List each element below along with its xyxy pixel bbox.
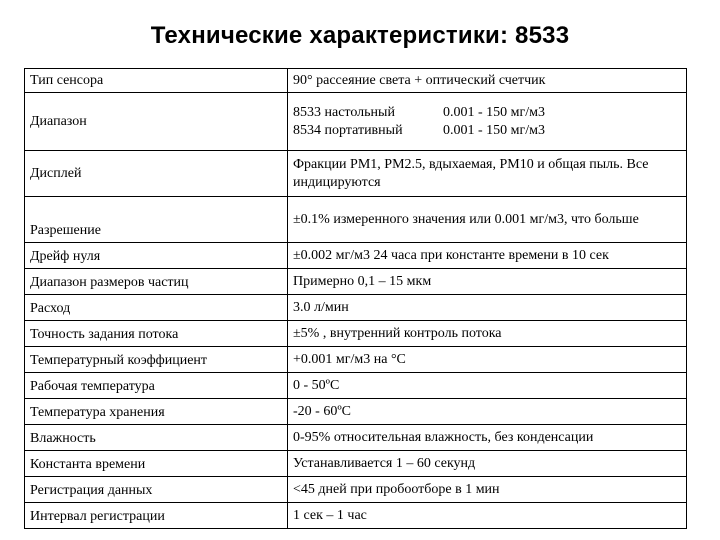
time-constant-label: Константа времени	[25, 451, 288, 477]
specifications-table	[24, 68, 687, 529]
page-title: Технические характеристики: 8533	[150, 22, 570, 49]
logging-interval-label: Интервал регистрации	[25, 503, 288, 529]
range-span: 0.001 - 150 мг/м3	[443, 122, 546, 138]
table-row	[25, 69, 687, 93]
zero-drift-label: Дрейф нуля	[25, 243, 288, 269]
range-model: 8534 портативный	[293, 122, 403, 138]
sensor-type-value: 90° рассеяние света + оптический счетчик	[288, 69, 687, 93]
operating-temp-label: Рабочая температура	[25, 373, 288, 399]
table-row	[25, 477, 687, 503]
operating-temp-value: 0 - 50ºС	[288, 373, 687, 399]
table-row	[25, 347, 687, 373]
particle-size-value: Примерно 0,1 – 15 мкм	[288, 269, 687, 295]
table-row	[25, 243, 687, 269]
temp-coefficient-value: +0.001 мг/м3 на °С	[288, 347, 687, 373]
table-row	[25, 451, 687, 477]
table-row	[25, 93, 687, 151]
range-label: Диапазон	[25, 93, 288, 151]
resolution-label: Разрешение	[25, 197, 288, 243]
logging-interval-value: 1 сек – 1 час	[288, 503, 687, 529]
humidity-value: 0-95% относительная влажность, без конденсации	[288, 425, 687, 451]
display-label: Дисплей	[25, 151, 288, 197]
table-row	[25, 321, 687, 347]
table-row	[25, 269, 687, 295]
range-span: 0.001 - 150 мг/м3	[443, 104, 546, 120]
table-row	[25, 503, 687, 529]
data-logging-label: Регистрация данных	[25, 477, 288, 503]
table-row	[25, 425, 687, 451]
storage-temp-label: Температура хранения	[25, 399, 288, 425]
time-constant-value: Устанавливается 1 – 60 секунд	[288, 451, 687, 477]
humidity-label: Влажность	[25, 425, 288, 451]
table-row	[25, 295, 687, 321]
range-model: 8533 настольный	[293, 104, 395, 120]
flow-accuracy-label: Точность задания потока	[25, 321, 288, 347]
table-row	[25, 399, 687, 425]
zero-drift-value: ±0.002 мг/м3 24 часа при константе времени в 10 сек	[288, 243, 687, 269]
flow-rate-value: 3.0 л/мин	[288, 295, 687, 321]
storage-temp-value: -20 - 60ºС	[288, 399, 687, 425]
table-row	[25, 151, 687, 197]
flow-accuracy-value: ±5% , внутренний контроль потока	[288, 321, 687, 347]
range-line-desktop	[293, 104, 680, 122]
flow-rate-label: Расход	[25, 295, 288, 321]
range-line-portable	[293, 122, 680, 140]
table-row	[25, 197, 687, 243]
range-value	[288, 93, 687, 151]
data-logging-value: <45 дней при пробоотборе в 1 мин	[288, 477, 687, 503]
resolution-value: ±0.1% измеренного значения или 0.001 мг/м3, что больше	[288, 197, 687, 243]
particle-size-label: Диапазон размеров частиц	[25, 269, 288, 295]
sensor-type-label: Тип сенсора	[25, 69, 288, 93]
table-row	[25, 373, 687, 399]
temp-coefficient-label: Температурный коэффициент	[25, 347, 288, 373]
display-value: Фракции PM1, PM2.5, вдыхаемая, PM10 и общая пыль. Все индицируются	[288, 151, 687, 197]
